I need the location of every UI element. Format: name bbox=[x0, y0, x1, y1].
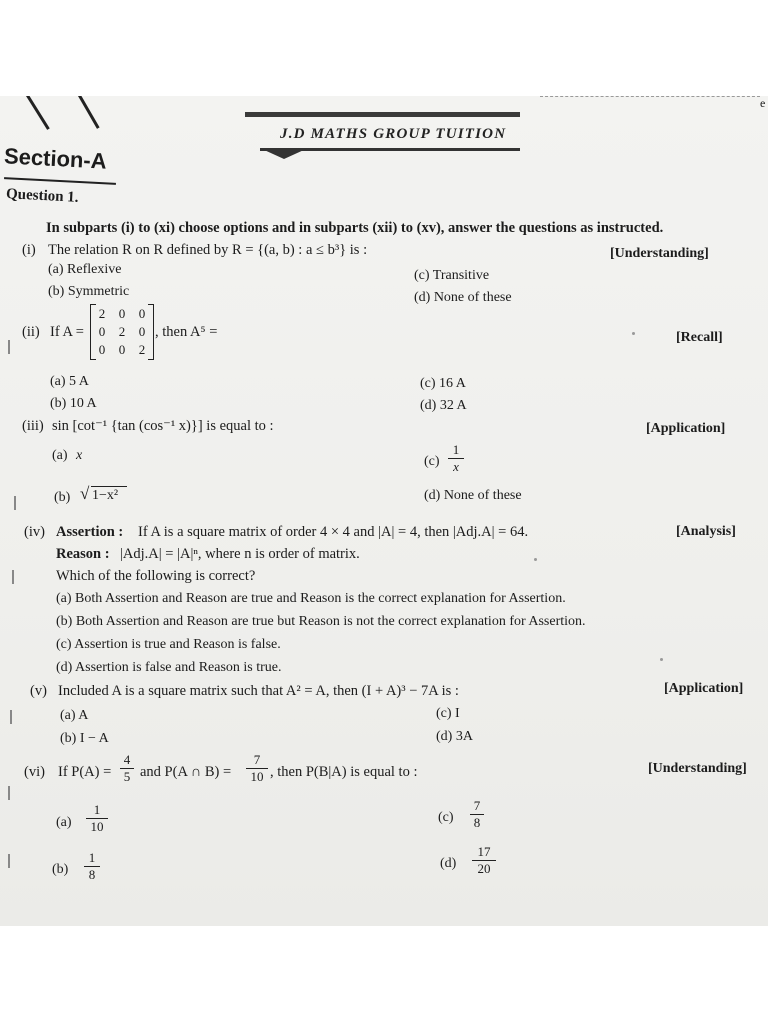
q6-part2: and P(A ∩ B) = bbox=[140, 764, 232, 780]
margin-mark bbox=[12, 570, 14, 584]
q4-option-d: (d) Assertion is false and Reason is true. bbox=[56, 660, 282, 675]
margin-mark bbox=[8, 340, 10, 354]
margin-mark bbox=[14, 496, 16, 510]
fraction-numerator: 1 bbox=[84, 850, 100, 867]
q6-option-a-fraction bbox=[86, 802, 108, 835]
fraction-denominator: 10 bbox=[90, 819, 104, 834]
fraction-denominator: 5 bbox=[123, 769, 131, 784]
q4-option-c: (c) Assertion is true and Reason is false. bbox=[56, 637, 281, 652]
speck bbox=[660, 658, 663, 661]
q1-stem: The relation R on R defined by R = {(a, b) : a ≤ b³} is : bbox=[48, 242, 368, 258]
q1-option-a: (a) Reflexive bbox=[48, 262, 122, 277]
matrix-cell: 0 bbox=[98, 342, 106, 357]
question-heading: Question 1. bbox=[5, 186, 79, 206]
fraction-numerator: 7 bbox=[246, 752, 268, 769]
q3-tag: [Application] bbox=[646, 421, 726, 436]
fraction-numerator: 7 bbox=[470, 798, 484, 815]
q4-assertion-label: Assertion : bbox=[56, 524, 124, 540]
q4-reason: |Adj.A| = |A|ⁿ, where n is order of matrix. bbox=[120, 546, 360, 562]
q4-assertion: If A is a square matrix of order 4 × 4 and |A| = 4, then |Adj.A| = 64. bbox=[138, 524, 529, 540]
q2-matrix bbox=[90, 304, 154, 360]
pen-mark-1 bbox=[26, 96, 50, 130]
fraction-numerator: 1 bbox=[86, 802, 108, 819]
fraction-denominator: 20 bbox=[477, 861, 491, 876]
q2-number: (ii) bbox=[22, 324, 40, 340]
matrix-cell: 0 bbox=[98, 324, 106, 339]
matrix-cell: 2 bbox=[138, 342, 146, 357]
q6-fraction-pab bbox=[246, 752, 268, 785]
q3-option-c-label: (c) bbox=[424, 454, 440, 469]
q5-option-c: (c) I bbox=[436, 706, 460, 721]
q6-option-d-label: (d) bbox=[440, 856, 457, 871]
header-ribbon-tip bbox=[262, 149, 306, 159]
q6-part1: If P(A) = bbox=[58, 764, 112, 780]
matrix-cell: 0 bbox=[118, 306, 126, 321]
q6-option-a-label: (a) bbox=[56, 815, 72, 830]
q6-part3: , then P(B|A) is equal to : bbox=[270, 764, 418, 780]
speck bbox=[534, 558, 537, 561]
margin-mark bbox=[10, 710, 12, 724]
margin-mark bbox=[8, 854, 10, 868]
section-title: Section-A bbox=[3, 143, 108, 174]
q1-option-b: (b) Symmetric bbox=[48, 284, 130, 299]
q5-stem: Included A is a square matrix such that A² = A, then (I + A)³ − 7A is : bbox=[58, 683, 459, 699]
q3-stem: sin [cot⁻¹ {tan (cos⁻¹ x)}] is equal to : bbox=[52, 418, 274, 434]
q2-option-c: (c) 16 A bbox=[420, 376, 466, 391]
margin-mark bbox=[8, 786, 10, 800]
fraction-denominator: 8 bbox=[473, 815, 481, 830]
q5-option-d: (d) 3A bbox=[436, 729, 473, 744]
q5-option-a: (a) A bbox=[60, 708, 89, 723]
sqrt-bar bbox=[91, 486, 127, 487]
fraction-denominator: x bbox=[453, 459, 459, 474]
pen-mark-2 bbox=[78, 96, 100, 129]
fraction-numerator: 1 bbox=[448, 442, 464, 459]
q4-option-b: (b) Both Assertion and Reason are true but Reason is not the correct explanation for Assertion. bbox=[56, 614, 586, 629]
q6-option-b-fraction bbox=[84, 850, 100, 883]
q6-option-b-label: (b) bbox=[52, 862, 69, 877]
q2-option-d: (d) 32 A bbox=[420, 398, 467, 413]
matrix-cell: 0 bbox=[138, 306, 146, 321]
corner-letter: e bbox=[760, 96, 766, 110]
q5-number: (v) bbox=[30, 683, 47, 699]
q2-tail: , then A⁵ = bbox=[155, 324, 218, 340]
q1-number: (i) bbox=[22, 242, 36, 258]
q4-number: (iv) bbox=[24, 524, 45, 540]
q1-option-d: (d) None of these bbox=[414, 290, 512, 305]
q5-tag: [Application] bbox=[664, 681, 744, 696]
q3-option-d: (d) None of these bbox=[424, 488, 522, 503]
speck bbox=[632, 332, 635, 335]
q1-tag: [Understanding] bbox=[610, 246, 709, 261]
top-dashed-line bbox=[540, 96, 760, 97]
header-title: J.D MATHS GROUP TUITION bbox=[280, 126, 507, 142]
fraction-numerator: 17 bbox=[472, 844, 496, 861]
matrix-cell: 0 bbox=[138, 324, 146, 339]
q6-number: (vi) bbox=[24, 764, 45, 780]
header-top-bar bbox=[245, 112, 520, 117]
q4-prompt: Which of the following is correct? bbox=[56, 568, 256, 584]
fraction-denominator: 8 bbox=[88, 867, 96, 882]
matrix-cell: 2 bbox=[118, 324, 126, 339]
q4-option-a: (a) Both Assertion and Reason are true and Reason is the correct explanation for Assertion. bbox=[56, 591, 566, 606]
q2-option-b: (b) 10 A bbox=[50, 396, 97, 411]
instructions: In subparts (i) to (xi) choose options and in subparts (xii) to (xv), answer the questions as instructed. bbox=[46, 220, 664, 236]
q3-option-c-fraction bbox=[448, 442, 464, 475]
worksheet-page bbox=[0, 96, 768, 926]
q6-option-c-label: (c) bbox=[438, 810, 454, 825]
q3-number: (iii) bbox=[22, 418, 44, 434]
q5-option-b: (b) I − A bbox=[60, 731, 109, 746]
q6-option-c-fraction bbox=[470, 798, 484, 831]
fraction-numerator: 4 bbox=[120, 752, 134, 769]
q3-option-b-value: 1−x² bbox=[92, 488, 119, 503]
q2-option-a: (a) 5 A bbox=[50, 374, 89, 389]
fraction-denominator: 10 bbox=[250, 769, 264, 784]
q3-option-b-label: (b) bbox=[54, 490, 71, 505]
q6-fraction-pa bbox=[120, 752, 134, 785]
q6-tag: [Understanding] bbox=[648, 761, 747, 776]
q4-reason-label: Reason : bbox=[56, 546, 110, 562]
q2-lead: If A = bbox=[50, 324, 84, 340]
matrix-cell: 0 bbox=[118, 342, 126, 357]
sqrt-sign: √ bbox=[80, 484, 90, 503]
q2-tag: [Recall] bbox=[676, 330, 723, 345]
q3-option-a-label: (a) bbox=[52, 448, 68, 463]
q6-option-d-fraction bbox=[472, 844, 496, 877]
matrix-cell: 2 bbox=[98, 306, 106, 321]
section-underline bbox=[4, 177, 116, 185]
q3-option-a-value: x bbox=[76, 448, 83, 463]
q4-tag: [Analysis] bbox=[676, 524, 736, 539]
q1-option-c: (c) Transitive bbox=[414, 268, 490, 283]
